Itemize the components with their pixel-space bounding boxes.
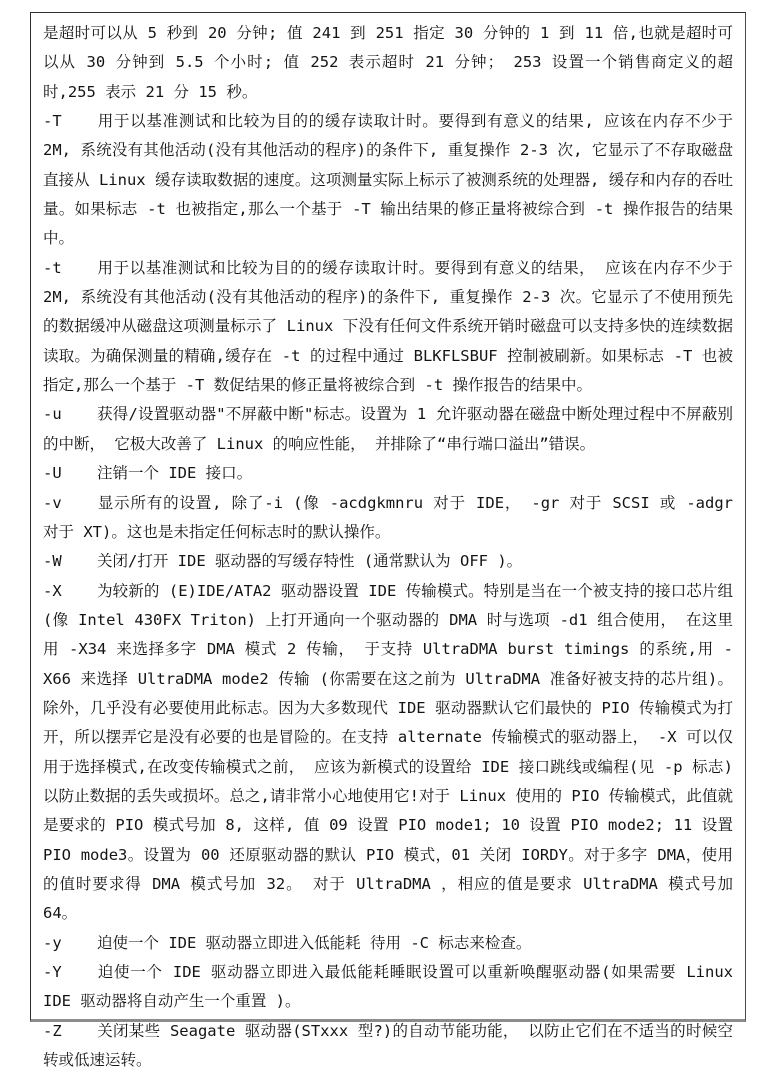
option-entry bbox=[43, 107, 733, 254]
option-flag: -t bbox=[43, 258, 62, 277]
option-text: 关闭/打开 IDE 驱动器的写缓存特性 (通常默认为 OFF )。 bbox=[97, 552, 523, 571]
option-text: 用于以基准测试和比较为目的的缓存读取计时。要得到有意义的结果, 应该在内存不少于 2M, 系统没有其他活动(没有其他活动的程序)的条件下, 重复操作 2-3 次, 它显示了不存取磁盘直接从 Linux 缓存读取数据的速度。这项测量实际上标示了被测系统的处理器, 缓存和内存的吞吐量。如果标志 -t 也被指定,那么一个基于 -T 输出结果的修正量将被综合到 -t 操作报告的结果中。 bbox=[43, 112, 733, 248]
option-flag: -W bbox=[43, 552, 62, 571]
option-text: 获得/设置驱动器"不屏蔽中断"标志。设置为 1 允许驱动器在磁盘中断处理过程中不屏蔽别的中断， 它极大改善了 Linux 的响应性能， 并排除了“串行端口溢出”错误。 bbox=[43, 405, 733, 453]
option-entry bbox=[43, 577, 733, 929]
option-entry bbox=[43, 547, 733, 576]
option-flag: -u bbox=[43, 405, 62, 424]
option-text: 关闭某些 Seagate 驱动器(STxxx 型?)的自动节能功能， 以防止它们在不适当的时候空转或低速运转。 bbox=[43, 1021, 733, 1070]
option-entry bbox=[43, 459, 733, 488]
option-text: 用于以基准测试和比较为目的的缓存读取计时。要得到有意义的结果， 应该在内存不少于 2M, 系统没有其他活动(没有其他活动的程序)的条件下, 重复操作 2-3 次。它显示了不使用预先的数据缓冲从磁盘这项测量标示了 Linux 下没有任何文件系统开销时磁盘可以支持多快的连续数据读取。为确保测量的精确,缓存在 -t 的过程中通过 BLKFLSBUF 控制被刷新。如果标志 -T 也被指定,那么一个基于 -T 数促结果的修正量将被综合到 -t 操作报告的结果中。 bbox=[43, 258, 733, 395]
option-flag: -U bbox=[43, 464, 62, 483]
option-text: 为较新的 (E)IDE/ATA2 驱动器设置 IDE 传输模式。特别是当在一个被支持的接口芯片组(像 Intel 430FX Triton) 上打开通向一个驱动器的 DMA 时与选项 -d1 组合使用， 在这里用 -X34 来选择多字 DMA 模式 2 传输， 于支持 UltraDMA burst timings 的系统,用 -X66 来选择 UltraDMA mode2 传输 (你需要在这之前为 UltraDMA 准备好被支持的芯片组)。除外，几乎没有必要使用此标志。因为大多数现代 IDE 驱动器默认它们最快的 PIO 传输模式为打开，所以摆弄它是没有必要的也是冒险的。在支持 alternate 传输模式的驱动器上， -X 可以仅用于选择模式,在改变传输模式之前， 应该为新模式的设置给 IDE 接口跳线或编程(见 -p 标志) 以防止数据的丢失或损坏。总之,请非常小心地使用它!对于 Linux 使用的 PIO 传输模式，此值就是要求的 PIO 模式号加 8, 这样, 值 09 设置 PIO mode1; 10 设置 PIO mode2; 11 设置 PIO mode3。设置为 00 还原驱动器的默认 PIO 模式，01 关闭 IORDY。对于多字 DMA，使用的值时要求得 DMA 模式号加 32。 对于 UltraDMA ，相应的值是要求 UltraDMA 模式号加 64。 bbox=[43, 581, 733, 923]
option-flag: -T bbox=[43, 112, 62, 131]
option-flag: -v bbox=[43, 493, 62, 512]
option-entry bbox=[43, 254, 733, 401]
option-entry bbox=[43, 929, 733, 958]
option-flag: -Z bbox=[43, 1021, 62, 1040]
option-entry bbox=[43, 1017, 733, 1075]
intro-paragraph: 是超时可以从 5 秒到 20 分钟; 值 241 到 251 指定 30 分钟的 1 到 11 倍,也就是超时可以从 30 分钟到 5.5 个小时; 值 252 表示超时 21 分钟； 253 设置一个销售商定义的超时,255 表示 21 分 15 秒。 bbox=[43, 24, 733, 101]
document-page bbox=[30, 12, 746, 1070]
option-text: 迫使一个 IDE 驱动器立即进入最低能耗睡眠设置可以重新唤醒驱动器(如果需要 Linux IDE 驱动器将自动产生一个重置 )。 bbox=[43, 963, 733, 1011]
option-entry bbox=[43, 400, 733, 459]
option-entry bbox=[43, 489, 733, 548]
option-text: 注销一个 IDE 接口。 bbox=[97, 464, 253, 483]
option-flag: -X bbox=[43, 581, 62, 600]
option-flag: -y bbox=[43, 933, 62, 952]
option-flag: -Y bbox=[43, 963, 62, 981]
option-entry bbox=[43, 958, 733, 1017]
option-text: 迫使一个 IDE 驱动器立即进入低能耗 待用 -C 标志来检查。 bbox=[97, 933, 532, 952]
option-text: 显示所有的设置, 除了-i (像 -acdgkmnru 对于 IDE， -gr 对于 SCSI 或 -adgr 对于 XT)。这也是未指定任何标志时的默认操作。 bbox=[43, 493, 733, 541]
